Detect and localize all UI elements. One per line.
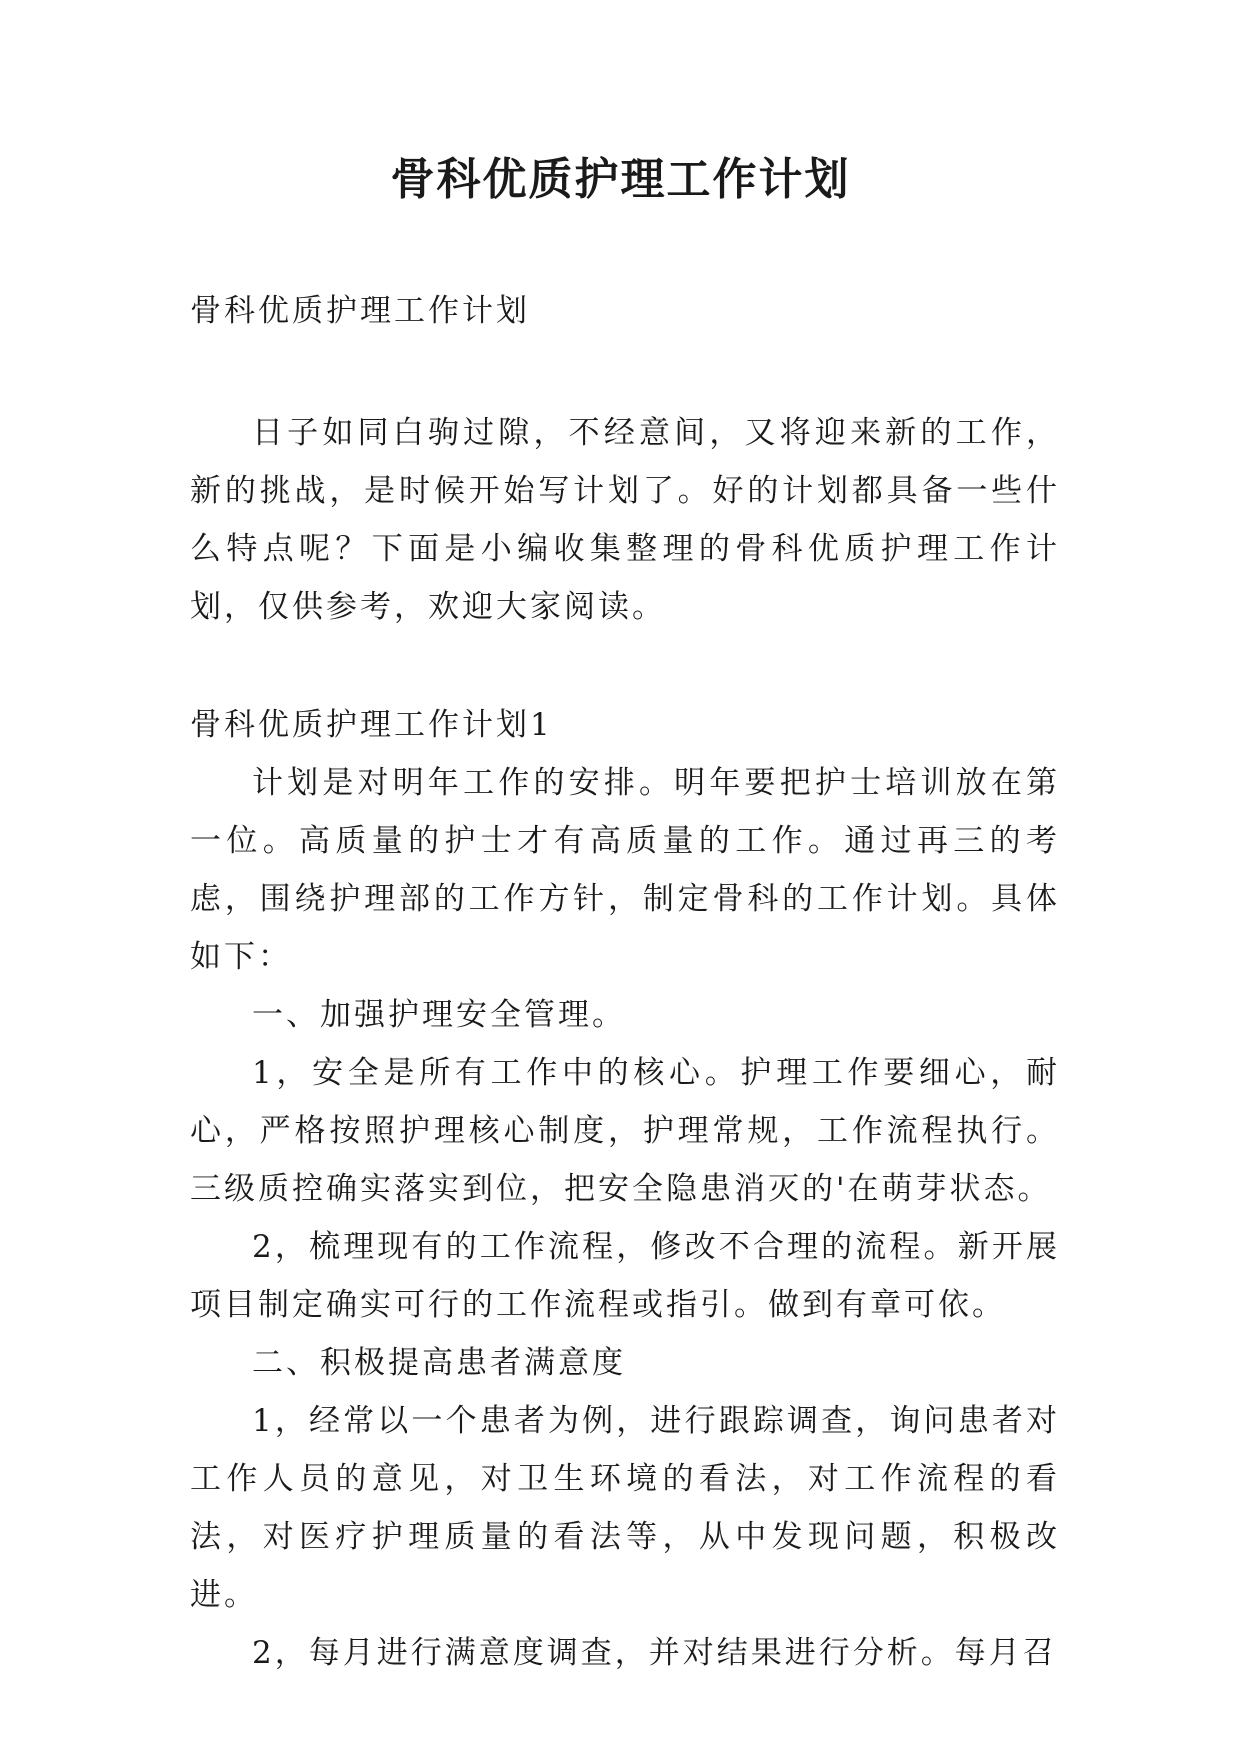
paragraph: 1，经常以一个患者为例，进行跟踪调查，询问患者对工作人员的意见，对卫生环境的看法，对工作流程的看法，对医疗护理质量的看法等，从中发现问题，积极改进。 bbox=[190, 1403, 1060, 1613]
paragraph: 一、加强护理安全管理。 bbox=[252, 997, 626, 1033]
document-title: 骨科优质护理工作计划 bbox=[390, 154, 851, 205]
section-heading: 骨科优质护理工作计划1 bbox=[190, 707, 553, 743]
paragraph: 2，梳理现有的工作流程，修改不合理的流程。新开展项目制定确实可行的工作流程或指引。做到有章可依。 bbox=[190, 1229, 1060, 1323]
paragraph: 二、积极提高患者满意度 bbox=[252, 1345, 626, 1381]
paragraph: 计划是对明年工作的安排。明年要把护士培训放在第一位。高质量的护士才有高质量的工作。通过再三的考虑，围绕护理部的工作方针，制定骨科的工作计划。具体如下： bbox=[190, 765, 1060, 975]
intro-paragraph: 日子如同白驹过隙，不经意间，又将迎来新的工作，新的挑战，是时候开始写计划了。好的计划都具备一些什么特点呢？下面是小编收集整理的骨科优质护理工作计划，仅供参考，欢迎大家阅读。 bbox=[190, 415, 1060, 625]
paragraph: 2，每月进行满意度调查，并对结果进行分析。每月召 bbox=[252, 1635, 1057, 1671]
intro-block bbox=[190, 404, 1060, 636]
paragraph: 1，安全是所有工作中的核心。护理工作要细心，耐心，严格按照护理核心制度，护理常规，工作流程执行。三级质控确实落实到位，把安全隐患消灭的'在萌芽状态。 bbox=[190, 1055, 1060, 1207]
section-1 bbox=[190, 696, 1060, 1682]
document-subtitle: 骨科优质护理工作计划 bbox=[190, 293, 530, 329]
